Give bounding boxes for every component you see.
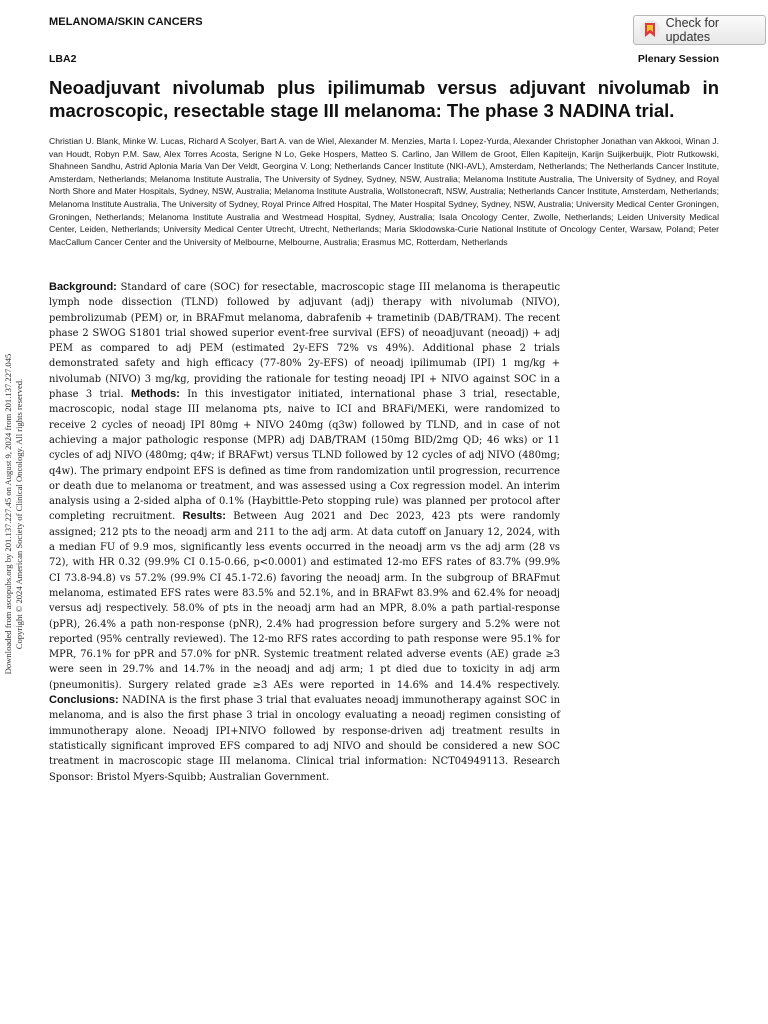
methods-text: In this investigator initiated, international phase 3 trial, resectable, macroscopic, nodal stage III melanoma pts, naive to ICI and BRAFi/MEKi, were randomized to receive 2 cycles of neoadj IPI 80mg + NIVO 240mg (q3w) followed by TLND, and in case of not achieving a major pathologic response (MPR) adj DAB/TRAM (150mg BID/2mg QD; 46 wks) or 11 cycles of adj NIVO (480mg; q4w; if BRAFwt) versus TLND followed by 12 cycles of adj NIVO (480mg; q4w). The primary endpoint EFS is defined as time from randomization until progression, recurrence or death due to melanoma or treatment, and was assessed using a Cox regression model. An interim analysis using a 2-sided alpha of 0.1% (Haybittle-Peto stopping rule) was planned per protocol after completing recruitment. (49, 389, 561, 523)
methods-heading: Methods: (130, 388, 180, 401)
results-text: Between Aug 2021 and Dec 2023, 423 pts were randomly assigned; 212 pts to the neoadj arm and 211 to the adj arm. At data cutoff on January 12, 2024, with a median FU of 9.9 mos, significantly less events occurred in the neoadj arm vs the adj arm (28 vs 72), with HR 0.32 (99.9% CI 0.15-0.66, p<0.0001) and estimated 12-mo EFS rates of 83.7% (99.9% CI 73.8-94.8) vs 57.2% (99.9% CI 45.1-72.6) favoring the neoadj arm. In the subgroup of BRAFmut melanoma, estimated EFS rates were 83.5% and 52.1%, and in BRAFwt 83.9% and 62.4% for neoadj versus adj respectively. 58.0% of pts in the neoadj arm had an MPR, 8.0% a path partial-response (pPR), 26.4% a path non-response (pNR), 2.4% had progression before surgery and 5.2% were not reported (95% centrally reviewed). The 12-mo RFS rates according to path response were 95.1% for MPR, 76.1% for pPR and 57.0% for pNR. Systemic treatment related adverse events (AE) grade ≥3 were seen in 29.7% and 14.7% in the neoadj and adj arm; 1 pt died due to toxicity in adj arm (pneumonitis). Surgery related grade ≥3 AEs were reported in 14.6% and 14.4% respectively. (49, 511, 560, 691)
abstract-number: LBA2 (49, 53, 77, 65)
conclusions-text: NADINA is the first phase 3 trial that evaluates neoadj immunotherapy against SOC in melanoma, and is also the first phase 3 trial in oncology evaluating a neoadj regimen consisting of immunotherapy alone. Neoadj IPI+NIVO followed by response-driven adj treatment results in statistically significant improved EFS compared to adj NIVO and should be considered a new SOC treatment in macroscopic stage III melanoma. Clinical trial information: NCT04949113. Research Sponsor: Bristol Myers-Squibb; Australian Government. (49, 695, 560, 783)
check-for-updates-button[interactable] (633, 15, 766, 45)
background-text: Standard of care (SOC) for resectable, macroscopic stage III melanoma is therapeutic lymph node dissection (TLND) followed by adjuvant (adj) therapy with nivolumab (NIVO), pembrolizumab (PEM) or, in BRAFmut melanoma, dabrafenib + trametinib (DAB/TRAM). The recent phase 2 SWOG S1801 trial showed superior event-free survival (EFS) of neoadjuvant (neoadj) + adj PEM as compared to adj PEM (estimated 2y-EFS 72% vs 49%). Additional phase 2 trials demonstrated safety and high efficacy (77-80% 2y-EFS) of neoadj ipilimumab (IPI) 1 mg/kg + nivolumab (NIVO) 3 mg/kg, providing the rationale for testing neoadj IPI + NIVO against SOC in a phase 3 trial. (49, 282, 560, 401)
session-label: Plenary Session (637, 53, 719, 65)
section-heading: MELANOMA/SKIN CANCERS (49, 16, 203, 28)
copyright-notice-line: Copyright © 2024 American Society of Clinical Oncology. All rights reserved. (14, 378, 24, 650)
crossmark-icon (640, 20, 660, 40)
results-heading: Results: (182, 510, 226, 523)
paper-title: Neoadjuvant nivolumab plus ipilimumab versus adjuvant nivolumab in macroscopic, resectable stage III melanoma: The phase 3 NADINA trial. (49, 77, 719, 121)
author-affiliations: Christian U. Blank, Minke W. Lucas, Richard A Scolyer, Bart A. van de Wiel, Alexander M. Menzies, Marta I. Lopez-Yurda, Alexander Christopher Jonathan van Akkooi, Winan J. van Houdt, Robyn P.M. Saw, Alex Torres Acosta, Serigne N Lo, Geke Hospers, Matteo S. Carlino, Jan Willem de Groot, Ellen Kapiteijn, Karijn Suijkerbuijk, Piotr Rutkowski, Shahneen Sandhu, Astrid Aplonia Maria Van Der Veldt, Georgina V. Long; Netherlands Cancer Institute (NKI-AVL), Amsterdam, Netherlands; The Netherlands Cancer Institute, Amsterdam, Netherlands; Melanoma Institute Australia, The University of Sydney, Sydney, NSW, Australia; Melanoma Institute Australia, The University of Sydney, and Royal North Shore and Mater Hospitals, Sydney, NSW, Australia; Melanoma Institute Australia, Wollstonecraft, NSW, Australia; Netherlands Cancer Institute, Amsterdam, Netherlands; Melanoma Institute Australia, The University of Sydney, Royal Prince Alfred Hospital, The Mater Hospital Sydney, Sydney, NSW, Australia; University Medical Center Groningen, Groningen, Netherlands; Melanoma Institute Australia and Westmead Hospital, Sydney, Australia; Isala Oncology Center, Zwolle, Netherlands; Leiden University Medical Center, Leiden, Netherlands; University Medical Center Utrecht, Utrecht, Netherlands; Maria Sklodowska-Curie National Institute of Oncology Center, Warsaw, Poland; Peter MacCallum Cancer Center and the University of Melbourne, Melbourne, Australia; Erasmus MC, Rotterdam, Netherlands (49, 136, 719, 247)
download-notice (0, 314, 28, 714)
check-for-updates-label: Check for updates (665, 16, 720, 44)
conclusions-heading: Conclusions: (49, 694, 119, 707)
download-notice-line: Downloaded from ascopubs.org by 201.137.227.45 on August 9, 2024 from 201.137.227.045 (3, 353, 13, 675)
background-heading: Background: (49, 281, 117, 293)
abstract-body (49, 280, 560, 785)
